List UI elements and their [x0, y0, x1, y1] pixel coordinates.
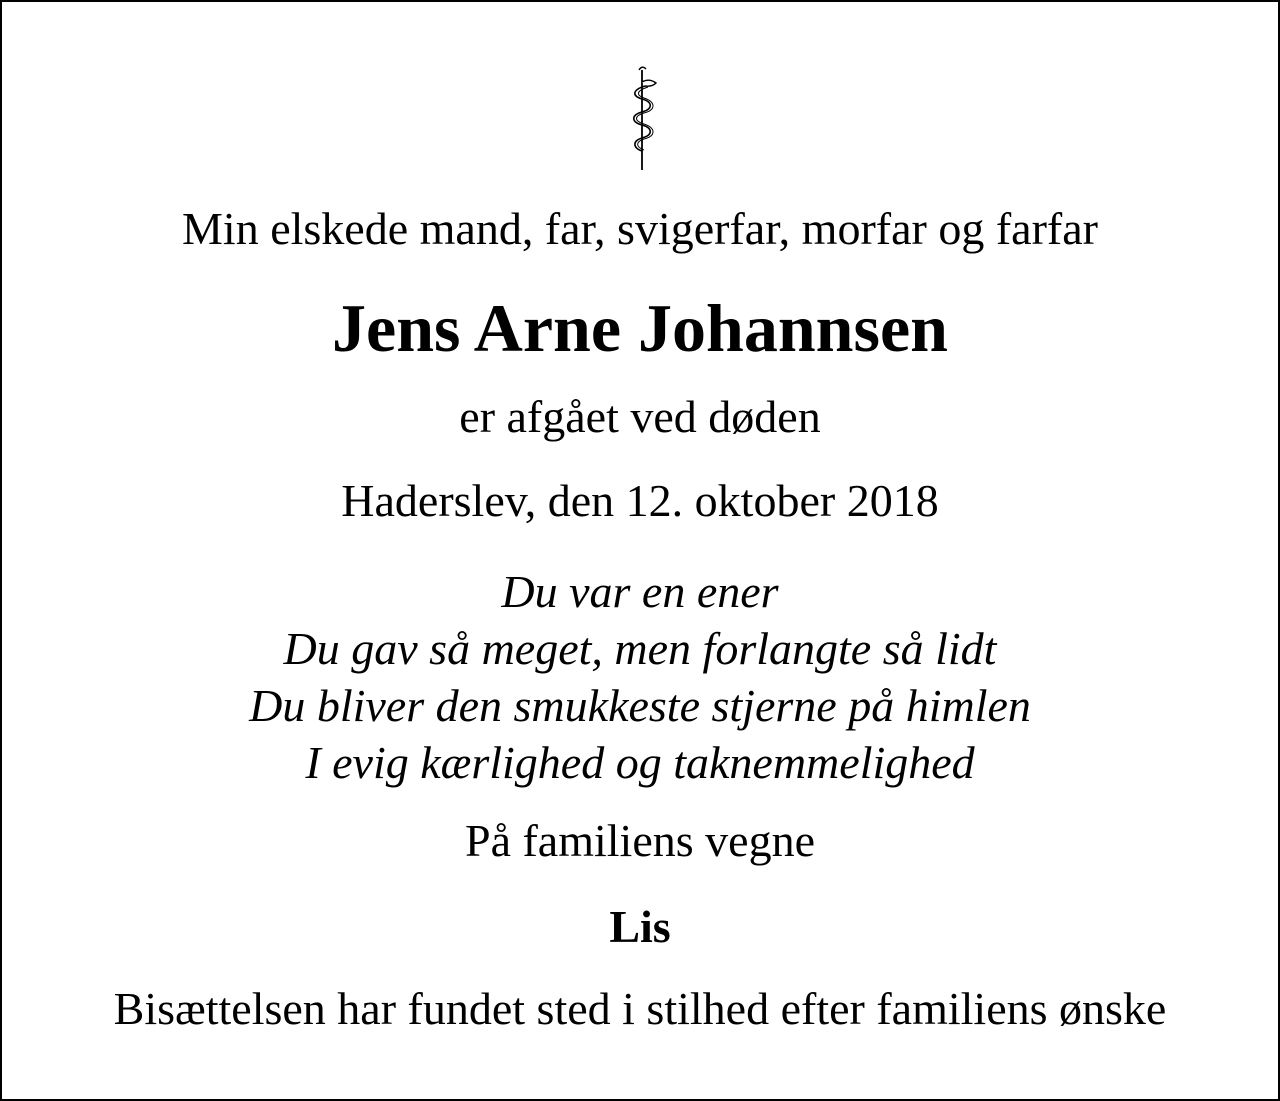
on-behalf-line: På familiens vegne	[464, 815, 815, 866]
place-date-line: Haderslev, den 12. oktober 2018	[341, 475, 939, 526]
poem	[2, 563, 1278, 791]
poem-line: Du var en ener	[501, 566, 779, 617]
signer-name: Lis	[609, 901, 671, 952]
poem-line: Du gav så meget, men forlangte så lidt	[283, 623, 997, 674]
rod-of-asclepius-icon	[622, 64, 662, 174]
poem-line: Du bliver den smukkeste stjerne på himlen	[249, 680, 1031, 731]
funeral-note: Bisættelsen har fundet sted i stilhed efter familiens ønske	[113, 983, 1167, 1034]
poem-line: I evig kærlighed og taknemmelighed	[305, 737, 975, 788]
deceased-name: Jens Arne Johannsen	[332, 290, 948, 366]
intro-line: Min elskede mand, far, svigerfar, morfar og farfar	[182, 203, 1098, 254]
passed-away-line: er afgået ved døden	[459, 391, 821, 442]
